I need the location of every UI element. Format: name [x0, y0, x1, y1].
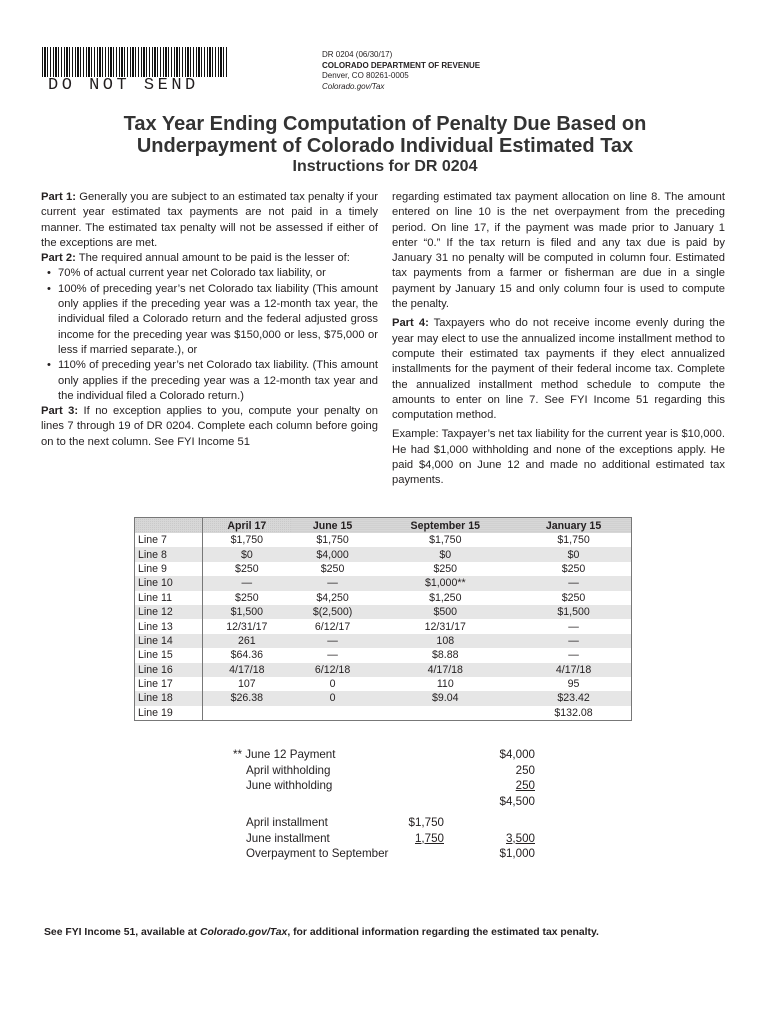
calc-row [233, 747, 535, 763]
table-cell: $(2,500) [291, 605, 375, 619]
table-row [135, 547, 632, 561]
table-row [135, 605, 632, 619]
footer-text: See FYI Income 51, available at [44, 927, 200, 938]
calc-amount: 3,500 [505, 831, 535, 845]
table-cell: 110 [436, 678, 454, 691]
table-row [135, 562, 632, 576]
table-cell: $4,000 [291, 547, 375, 561]
part2-paragraph [41, 251, 378, 266]
table-cell: $0 [374, 547, 516, 561]
table-row-label: Line 9 [135, 562, 203, 576]
table-row [135, 706, 632, 721]
table-cell: $250 [561, 591, 586, 604]
table-row-label: Line 8 [135, 547, 203, 561]
left-column [41, 190, 378, 450]
part3-label: Part 3: [41, 405, 79, 418]
table-cell: $26.38 [203, 691, 291, 705]
part2-label: Part 2: [41, 252, 76, 265]
table-row [135, 591, 632, 605]
calc-mid-amount: $1,750 [408, 816, 444, 829]
table-header-cell: April 17 [203, 518, 291, 534]
table-cell: $4,250 [316, 591, 349, 604]
footer-note [44, 927, 599, 938]
table-cell: — [516, 634, 631, 648]
calc-mid-amount: 1,750 [414, 831, 444, 845]
part4-paragraph [392, 316, 725, 423]
table-cell: — [291, 634, 375, 648]
table-cell: — [568, 649, 579, 662]
table-cell: — [291, 576, 375, 590]
table-cell: 107 [237, 678, 256, 691]
list-item: • 100% of preceding year’s net Colorado tax liability (This amount only applies if the preceding year was a 12-month tax year, the individual filed a Colorado return and the federal adjusted gross income for the preceding year was $150,000 or less, $75,000 or less if married separate.), or [41, 282, 378, 358]
calc-amount: 250 [515, 779, 535, 792]
table-cell: 95 [567, 678, 580, 691]
calc-label: April withholding [246, 763, 331, 777]
table-cell: $1,000** [374, 576, 516, 590]
calc-label: June installment [246, 831, 330, 845]
example-paragraph: Example: Taxpayer’s net tax liability for the current year is $10,000. He had $1,000 withholding and none of the exceptions apply. He paid $4,000 on June 12 and made no additional estimated tax payments. [392, 428, 725, 487]
table-cell: $0 [203, 547, 291, 561]
table-row-label: Line 15 [135, 648, 203, 662]
table-header-cell: January 15 [516, 518, 631, 534]
table-row-label: Line 14 [135, 634, 203, 648]
part3-text: If no exception applies to you, compute your penalty on lines 7 through 19 of DR 0204. Complete each column before going on to the next column. See FYI Income 51 [41, 405, 378, 448]
calc-amount: $4,000 [499, 748, 535, 761]
table-row-label: Line 16 [135, 663, 203, 677]
table-cell: 261 [203, 634, 291, 648]
part1-paragraph [41, 190, 378, 251]
table-cell: $1,500 [203, 605, 291, 619]
table-cell: 0 [329, 678, 336, 691]
part4-text: Taxpayers who do not receive income evenly during the year may elect to use the annualized income installment method to compute their estimated tax payments if they elect annualized installments for the payment of their federal income tax. Complete the annualized installment method schedule to compute the amounts to enter on line 7. See FYI Income 51 regarding this computation method. [392, 317, 725, 422]
footer-text: , for additional information regarding the estimated tax penalty. [287, 927, 599, 938]
do-not-send-label: DO NOT SEND [48, 76, 199, 95]
table-row-label: Line 13 [135, 619, 203, 633]
calc-row [233, 794, 535, 810]
table-cell [291, 706, 375, 721]
table-row [135, 634, 632, 648]
list-item: • 110% of preceding year’s net Colorado tax liability. (This amount only applies if the preceding year was a 12-month tax year and the individual filed a Colorado return.) [41, 358, 378, 404]
part2-text: The required annual amount to be paid is the lesser of: [75, 252, 350, 265]
table-cell: $1,750 [230, 534, 264, 547]
penalty-table [134, 517, 632, 721]
table-row [135, 576, 632, 590]
table-row [135, 619, 632, 633]
department-city: Denver, CO 80261-0005 [322, 71, 409, 80]
part4-label: Part 4: [392, 317, 429, 330]
table-cell: $250 [561, 562, 586, 575]
table-row [135, 691, 632, 705]
calc-amount: 250 [515, 763, 535, 777]
table-row [135, 663, 632, 677]
part1-text: Generally you are subject to an estimated tax penalty if your current year estimated tax payments are not paid in a timely manner. The estimated tax penalty will not be assessed if either of the exceptions are met. [41, 191, 379, 249]
department-address [322, 50, 480, 92]
part1-label: Part 1: [41, 191, 76, 203]
requirement-list [41, 266, 378, 404]
table-row [135, 648, 632, 662]
calc-amount: $1,000 [499, 847, 535, 860]
table-row-label: Line 17 [135, 677, 203, 691]
table-header-row [135, 518, 632, 534]
title-line-1: Tax Year Ending Computation of Penalty Due Based on [123, 113, 647, 135]
table-cell: $64.36 [230, 649, 264, 662]
form-id: DR 0204 (06/30/17) [322, 50, 393, 59]
calc-label: ** June 12 Payment [233, 748, 336, 761]
table-cell: 6/12/18 [291, 663, 375, 677]
calc-subtotal: $4,500 [499, 794, 535, 808]
table-cell: $1,750 [557, 534, 590, 547]
table-cell: 4/17/18 [374, 663, 516, 677]
calc-label: Overpayment to September [246, 847, 389, 860]
table-cell: 4/17/18 [516, 663, 631, 677]
table-cell: $1,250 [429, 591, 462, 604]
table-cell: $23.42 [516, 691, 631, 705]
table-header-cell [135, 518, 203, 534]
table-cell [374, 706, 516, 721]
table-row-label: Line 18 [135, 691, 203, 705]
calc-label: June withholding [246, 779, 333, 792]
table-cell: $1,750 [429, 534, 462, 547]
department-website: Colorado.gov/Tax [322, 81, 385, 91]
calculation-block [233, 747, 535, 862]
table-cell: $132.08 [554, 706, 593, 719]
table-row [135, 677, 632, 691]
page-subtitle: Instructions for DR 0204 [292, 158, 478, 175]
calc-label: April installment [246, 816, 328, 829]
table-cell: $250 [235, 591, 259, 604]
table-cell: $1,750 [316, 534, 349, 547]
table-cell: $8.88 [432, 649, 459, 662]
calc-row [233, 846, 535, 862]
table-cell: 108 [374, 634, 516, 648]
table-row-label: Line 19 [135, 706, 203, 721]
table-row-label: Line 11 [135, 591, 203, 605]
table-cell [203, 706, 291, 721]
table-cell: 0 [291, 691, 375, 705]
table-cell: 4/17/18 [203, 663, 291, 677]
table-row [135, 533, 632, 547]
table-cell: — [516, 576, 631, 590]
table-header-cell: June 15 [291, 518, 375, 534]
department-name: COLORADO DEPARTMENT OF REVENUE [322, 60, 481, 70]
barcode [42, 47, 228, 77]
table-cell: $9.04 [374, 691, 516, 705]
table-row-label: Line 10 [135, 576, 203, 590]
part3-paragraph [41, 404, 378, 450]
table-cell: 12/31/17 [226, 620, 268, 633]
page-title [0, 113, 770, 157]
table-cell: $500 [374, 605, 516, 619]
table-cell: — [327, 649, 338, 662]
calc-row [233, 763, 535, 779]
right-column [392, 190, 725, 489]
table-row-label: Line 12 [135, 605, 203, 619]
title-line-2: Underpayment of Colorado Individual Estimated Tax [136, 135, 634, 157]
table-cell: 6/12/17 [314, 620, 351, 633]
allocation-paragraph: regarding estimated tax payment allocation on line 8. The amount entered on line 10 is the net overpayment from the preceding period. On line 17, if the payment was made prior to January 1 enter “0.” If the tax return is filed and any tax due is paid by January 31 no penalty will be computed in column four. Estimated tax payments from a farmer or fisherman are due in a single payment by January 15 and only column four is used to compute the penalty. [392, 191, 725, 311]
table-cell: $250 [320, 562, 345, 575]
table-cell: $250 [235, 562, 259, 575]
footer-link[interactable]: Colorado.gov/Tax [199, 927, 288, 938]
table-row-label: Line 7 [135, 533, 203, 547]
table-cell: $250 [433, 562, 458, 575]
table-cell: $0 [516, 547, 631, 561]
table-cell: — [568, 620, 579, 633]
calc-row [233, 831, 535, 847]
table-cell: — [203, 576, 291, 590]
table-header-cell: September 15 [374, 518, 516, 534]
calc-row [233, 815, 535, 831]
table-cell: $1,500 [516, 605, 631, 619]
calc-row [233, 778, 535, 794]
table-cell: 12/31/17 [424, 620, 466, 633]
list-item: • 70% of actual current year net Colorado tax liability, or [41, 266, 378, 281]
